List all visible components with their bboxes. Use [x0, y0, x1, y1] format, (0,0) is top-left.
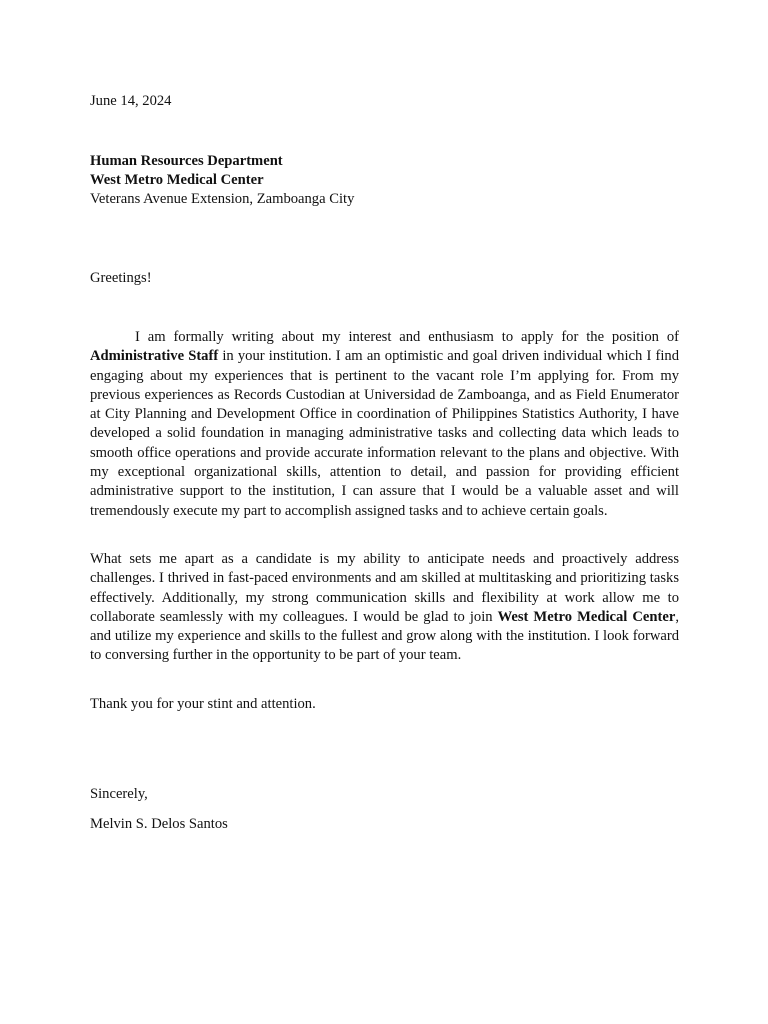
p1-start: I am formally writing about my interest and enthusiasm to apply for the position of	[135, 329, 679, 345]
recipient-department: Human Resources Department	[90, 153, 283, 169]
date-text: June 14, 2024	[90, 93, 172, 109]
p1-position: Administrative Staff	[90, 348, 219, 365]
thanks	[90, 695, 679, 714]
greeting-text: Greetings!	[90, 270, 152, 286]
p2-organization: West Metro Medical Center	[497, 608, 676, 625]
signature	[90, 815, 679, 834]
greeting	[90, 269, 679, 288]
letter-date	[90, 92, 679, 111]
recipient-organization: West Metro Medical Center	[90, 172, 264, 188]
p1-rest: in your institution. I am an optimistic and goal driven individual which I find engaging about my experiences that is pertinent to the vacant role I’m applying for. From my previous experiences as Records Custodian at Universidad de Zamboanga, and as Field Enumerator at City Planning and Development Office in coordination of Philippines Statistics Authority, I have developed a solid foundation in managing administrative tasks and collecting data which leads to smooth office operations and provide accurate information relevant to the plans and objective. With my exceptional organizational skills, attention to detail, and passion for providing efficient administrative support to the institution, I can assure that I would be a valuable asset and will tremendously execute my part to accomplish assigned tasks and to achieve certain goals.	[90, 348, 679, 519]
body-paragraph-1	[90, 328, 679, 521]
p2-rest: , and utilize my experience and skills to the fullest and grow along with the institution. I look forward to conversing further in the opportunity to be part of your team.	[90, 608, 679, 664]
signature-name: Melvin S. Delos Santos	[90, 816, 228, 832]
closing-text: Sincerely,	[90, 786, 148, 802]
p2-start: What sets me apart as a candidate is my ability to anticipate needs and proactively address challenges. I thrived in fast-paced environments and am skilled at multitasking and prioritizing tasks effectively. Additionally, my strong communication skills and flexibility at work allow me to collaborate seamlessly with my colleagues. I would be glad to join	[90, 551, 679, 625]
closing	[90, 785, 679, 804]
thanks-text: Thank you for your stint and attention.	[90, 696, 316, 712]
recipient-block	[90, 152, 679, 209]
recipient-address: Veterans Avenue Extension, Zamboanga City	[90, 191, 355, 207]
body-paragraph-2	[90, 550, 679, 666]
